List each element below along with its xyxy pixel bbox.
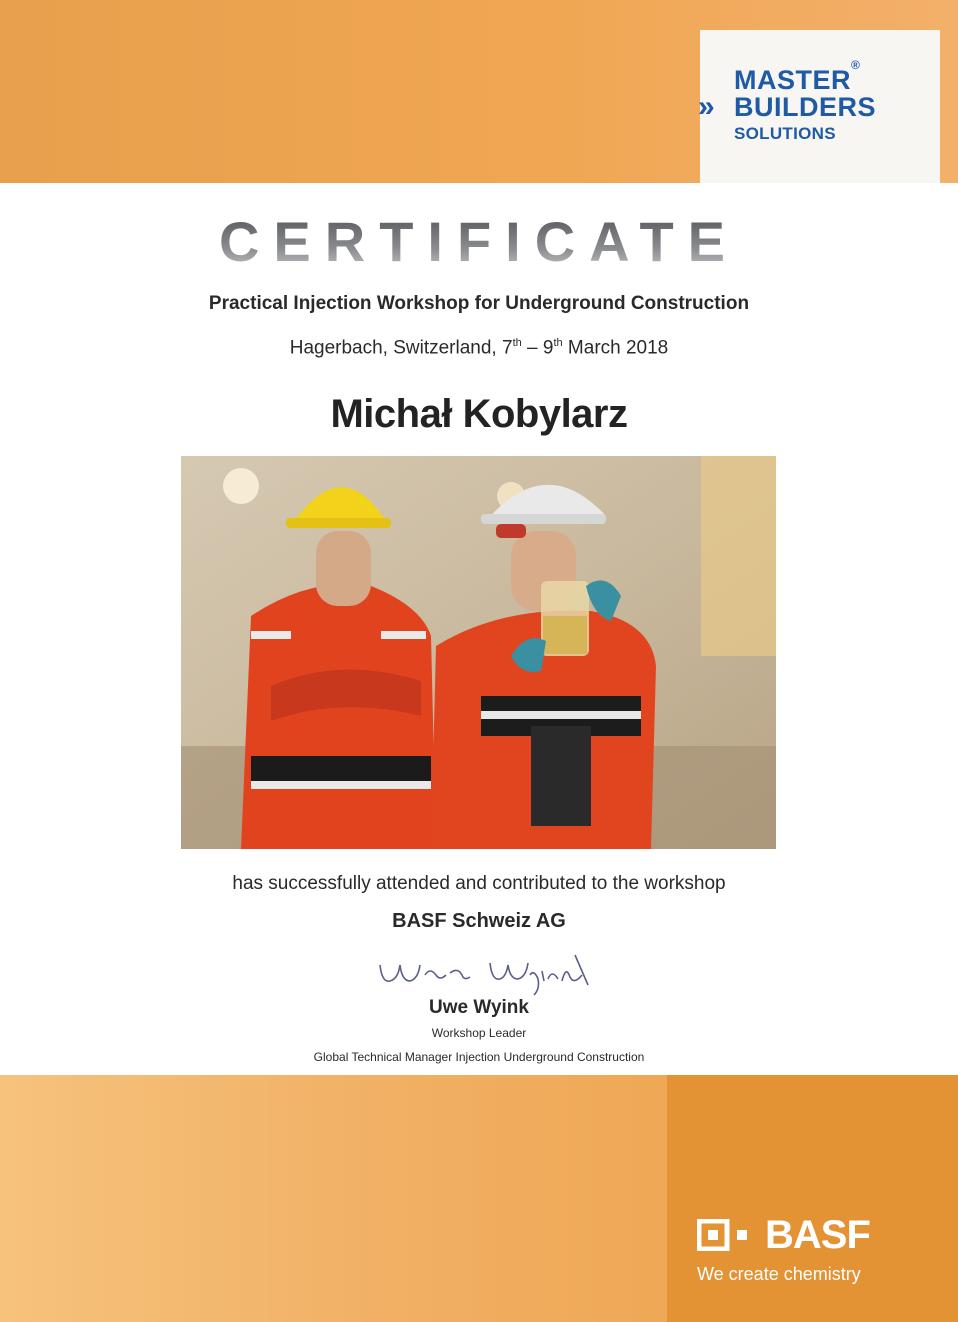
recipient-name: Michał Kobylarz — [330, 392, 628, 436]
signer-name: Uwe Wyink — [429, 997, 529, 1018]
basf-squares-icon — [697, 1219, 761, 1251]
handwritten-signature — [370, 945, 610, 1000]
attendance-statement: has successfully attended and contributed to the workshop — [232, 873, 726, 894]
basf-wordmark: BASF — [765, 1213, 870, 1257]
double-chevron-icon: » — [698, 90, 709, 123]
logo-line-solutions: SOLUTIONS — [734, 124, 836, 143]
basf-logo — [697, 1213, 897, 1258]
signer-role: Workshop Leader — [431, 1026, 527, 1040]
workshop-title: Practical Injection Workshop for Underground Construction — [208, 293, 750, 314]
workshop-photo — [181, 456, 776, 849]
workshop-location-date: Hagerbach, Switzerland, 7th – 9th March 2018 — [289, 337, 669, 359]
logo-line-builders: BUILDERS — [734, 92, 877, 122]
registered-mark: ® — [851, 58, 861, 72]
logo-line-master: MASTER — [734, 65, 851, 95]
certificate-title: CERTIFICATE — [0, 210, 958, 274]
basf-tagline: We create chemistry — [697, 1264, 861, 1284]
company-name: BASF Schweiz AG — [392, 910, 566, 932]
signer-position: Global Technical Manager Injection Underground Construction — [313, 1050, 645, 1064]
